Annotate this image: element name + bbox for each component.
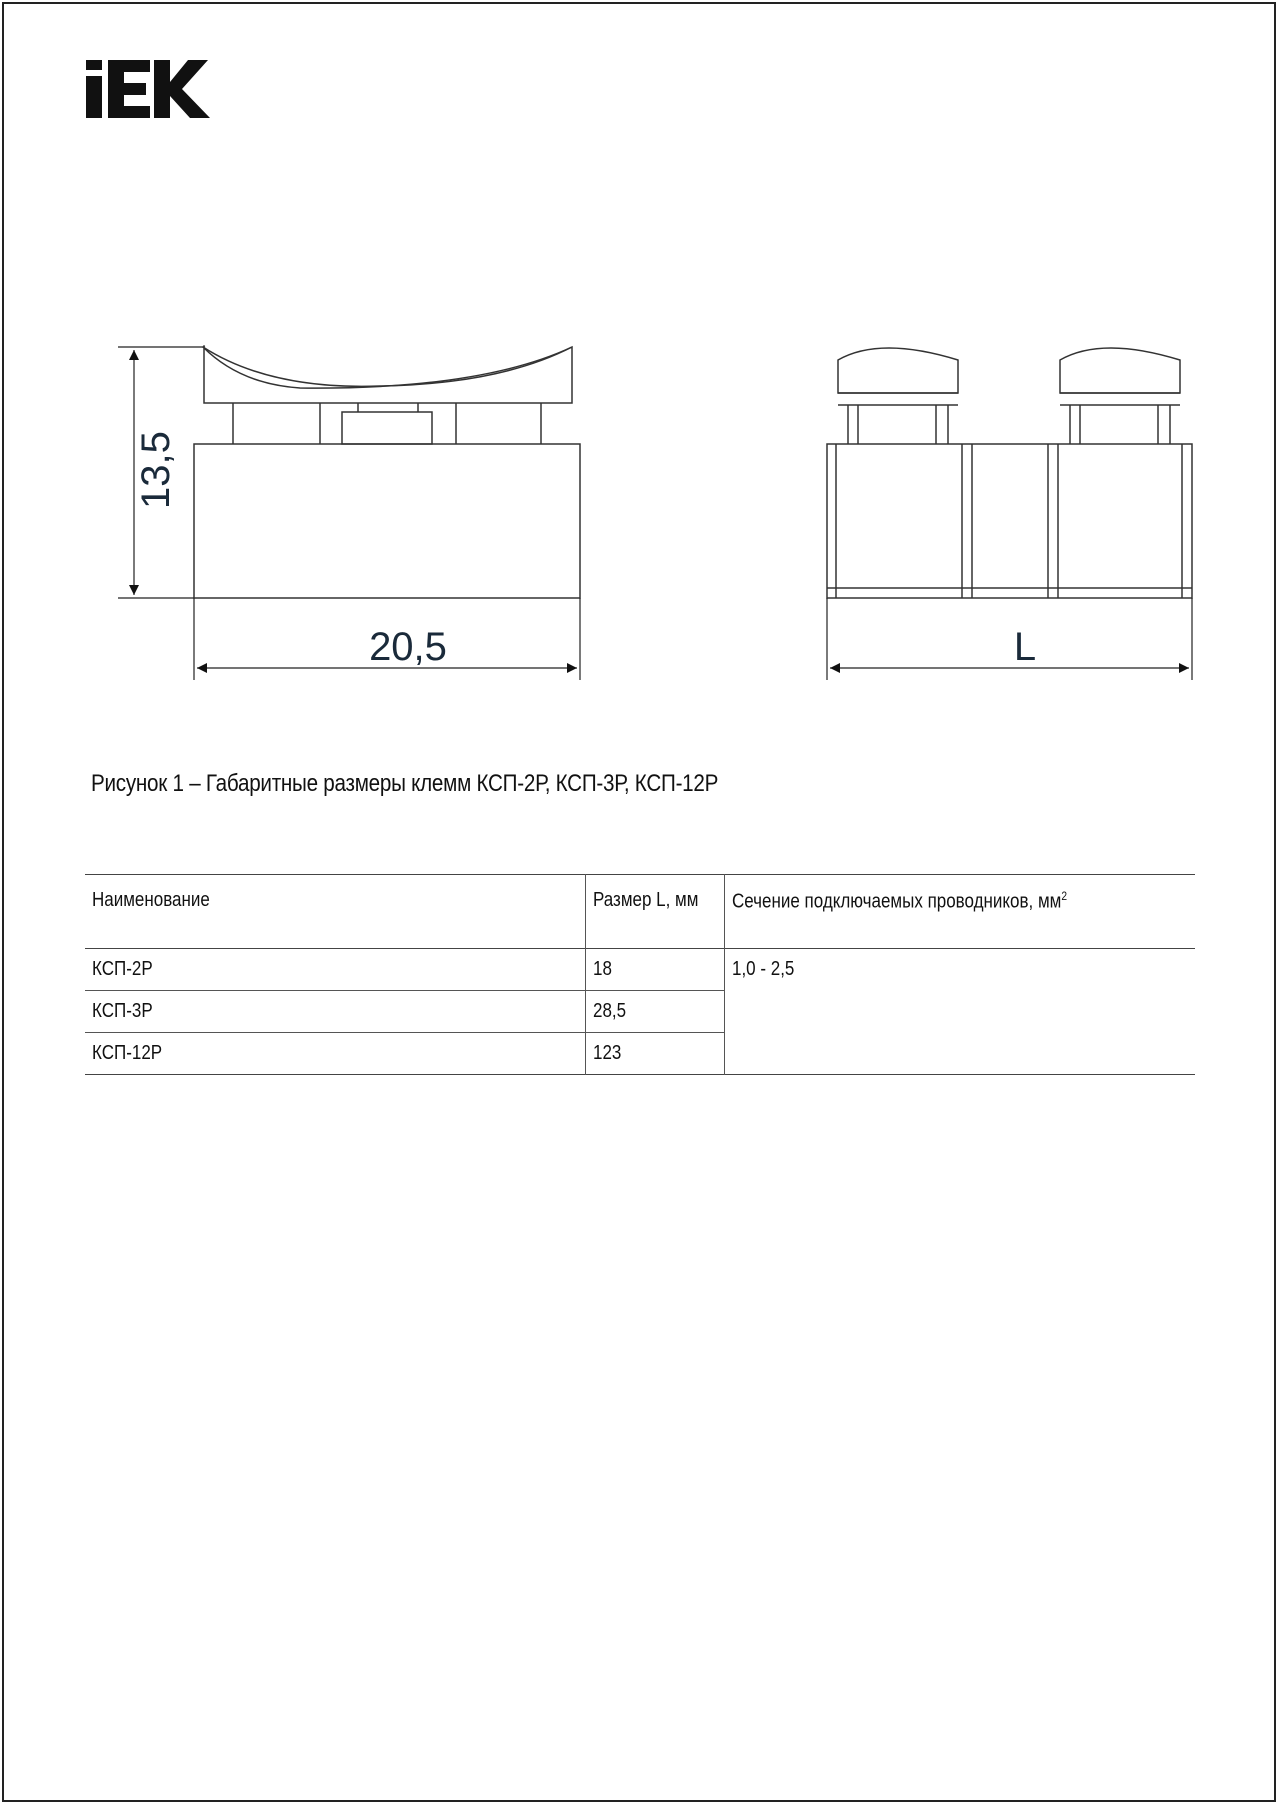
row-name: КСП-3Р <box>92 1000 153 1022</box>
length-dimension <box>827 598 1192 680</box>
table-header-row <box>85 875 1195 949</box>
header-section: Сечение подключаемых проводников, $мм^2$ <box>724 875 1195 949</box>
spec-table <box>85 874 1195 1075</box>
width-label: 20,5 <box>369 625 447 669</box>
header-size: Размер L, мм <box>585 875 724 949</box>
row-size: 18 <box>592 958 612 980</box>
front-view <box>827 348 1192 598</box>
iek-logo <box>86 60 210 118</box>
row-size: 28,5 <box>592 1000 626 1022</box>
table-row <box>85 949 1195 991</box>
height-label: 13,5 <box>134 431 178 509</box>
side-view <box>194 346 580 598</box>
row-name: КСП-2Р <box>92 958 153 980</box>
dimension-drawing <box>0 300 1280 720</box>
row-name: КСП-12Р <box>92 1042 163 1064</box>
header-name: Наименование <box>92 889 210 911</box>
length-label: L <box>1013 625 1037 669</box>
section-value: 1,0 - 2,5 <box>731 958 794 980</box>
row-size: 123 <box>592 1042 621 1064</box>
figure-caption: Рисунок 1 – Габаритные размеры клемм КСП-2Р, КСП-3Р, КСП-12Р <box>91 770 719 797</box>
